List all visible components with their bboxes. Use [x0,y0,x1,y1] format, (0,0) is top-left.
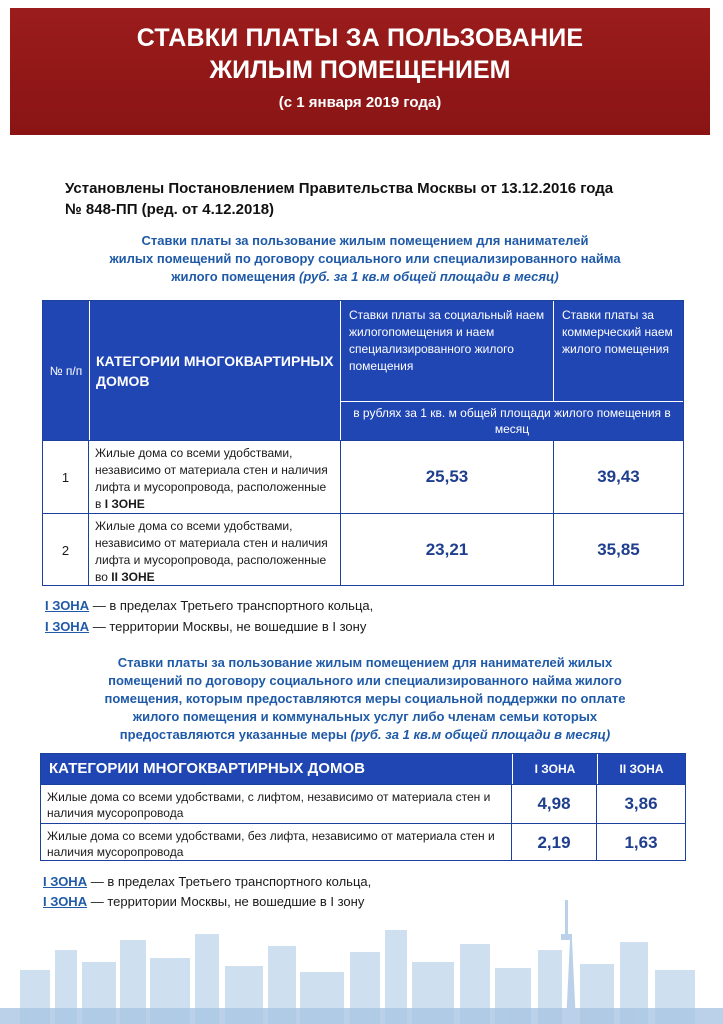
zone-note-2 [45,618,366,636]
section2-heading [40,654,690,744]
row-description [90,441,341,513]
section2-line5: предоставляются указанные меры [119,727,347,742]
decree-line2: № 848-ПП (ред. от 4.12.2018) [65,201,275,218]
banner-title-line1: СТАВКИ ПЛАТЫ ЗА ПОЛЬЗОВАНИЕ [136,24,584,52]
zone-note-1 [45,597,373,615]
decree-reference [65,178,685,220]
banner-date: (с 1 января 2019 года) [278,94,442,111]
zone2-rate-value: 1,63 [624,832,658,852]
table2-header [41,754,685,784]
commercial-rate-value: 39,43 [597,467,640,486]
section1-line2: жилых помещений по договору социального или специализированного найма [109,251,621,266]
social-rate-value: 23,21 [341,514,554,586]
table1-header [43,301,683,440]
social-rate-value: 25,53 [341,441,554,513]
zone-text: — территории Москвы, не вошедшие в I зону [87,894,365,909]
section1-line1: Ставки платы за пользование жилым помещением для нанимателей [141,233,589,248]
zone-text: — территории Москвы, не вошедшие в I зону [89,619,367,634]
table1-header-num: № п/п [49,363,83,378]
row-number: 2 [43,514,89,586]
zone1-rate-value: 4,98 [512,785,597,823]
table2-header-category: КАТЕГОРИИ МНОГОКВАРТИРНЫХ ДОМОВ [49,760,365,777]
rates-table-1 [42,300,684,586]
section1-heading [40,232,690,286]
row-zone: I ЗОНЕ [104,497,145,511]
section1-unit: (руб. за 1 кв.м общей площади в месяц) [299,269,559,284]
table1-header-category: КАТЕГОРИИ МНОГОКВАРТИРНЫХ ДОМОВ [96,352,334,389]
table-row [43,440,683,513]
section2-line5-wrap [40,726,690,744]
commercial-rate-value: 35,85 [597,540,640,559]
zone-text: — в пределах Третьего транспортного кольца, [89,598,374,613]
table2-header-zone2: II ЗОНА [619,762,664,776]
decree-line1: Установлены Постановлением Правительства Москвы от 13.12.2016 года [65,180,614,197]
zone-label: I ЗОНА [45,598,90,613]
table1-header-social: Ставки платы за социальный наем жилогопомещения и наем специализированного жилого помещения [349,308,545,373]
title-banner [10,8,710,135]
section2-line3: помещения, которым предоставляются меры социальной поддержки по оплате [104,691,626,706]
row-description-text: Жилые дома со всеми удобствами, независимо от материала стен и наличия лифта и мусоропровода, расположенные во [95,519,328,584]
section2-line4: жилого помещения и коммунальных услуг либо членам семьи которых [132,709,598,724]
table-row [41,784,685,823]
table1-header-commercial: Ставки платы за коммерческий наем жилого помещения [562,308,673,356]
zone-note-3 [43,873,371,891]
row-zone: II ЗОНЕ [111,570,155,584]
row-description: Жилые дома со всеми удобствами, с лифтом, независимо от материала стен и наличия мусоропровода [41,785,512,823]
rates-table-2 [40,753,686,861]
table2-header-zone1: I ЗОНА [534,762,576,776]
zone2-rate-value: 3,86 [624,794,658,813]
table1-header-unit: в рублях за 1 кв. м общей площади жилого помещения в месяц [353,406,671,436]
zone-text: — в пределах Третьего транспортного кольца, [87,874,372,889]
section2-unit: (руб. за 1 кв.м общей площади в месяц) [350,727,611,742]
table-row [41,823,685,861]
row-description-text: Жилые дома со всеми удобствами, независимо от материала стен и наличия лифта и мусоропровода, расположенные в [95,446,328,511]
section2-line2: помещений по договору социального или специализированного найма жилого [108,673,622,688]
row-description [90,514,341,586]
zone1-rate-value: 2,19 [512,824,597,861]
table-row [43,513,683,586]
banner-title-line2: ЖИЛЫМ ПОМЕЩЕНИЕМ [209,56,511,84]
section2-line1: Ставки платы за пользование жилым помещением для нанимателей жилых [117,655,613,670]
zone-label: I ЗОНА [45,619,90,634]
row-description: Жилые дома со всеми удобствами, без лифта, независимо от материала стен и наличия мусоропровода [41,824,512,861]
row-number: 1 [43,441,89,513]
city-skyline-illustration [0,900,723,1024]
section1-line3-wrap [40,268,690,286]
section1-line3: жилого помещения [171,269,296,284]
zone-label: I ЗОНА [43,894,88,909]
zone-label: I ЗОНА [43,874,88,889]
